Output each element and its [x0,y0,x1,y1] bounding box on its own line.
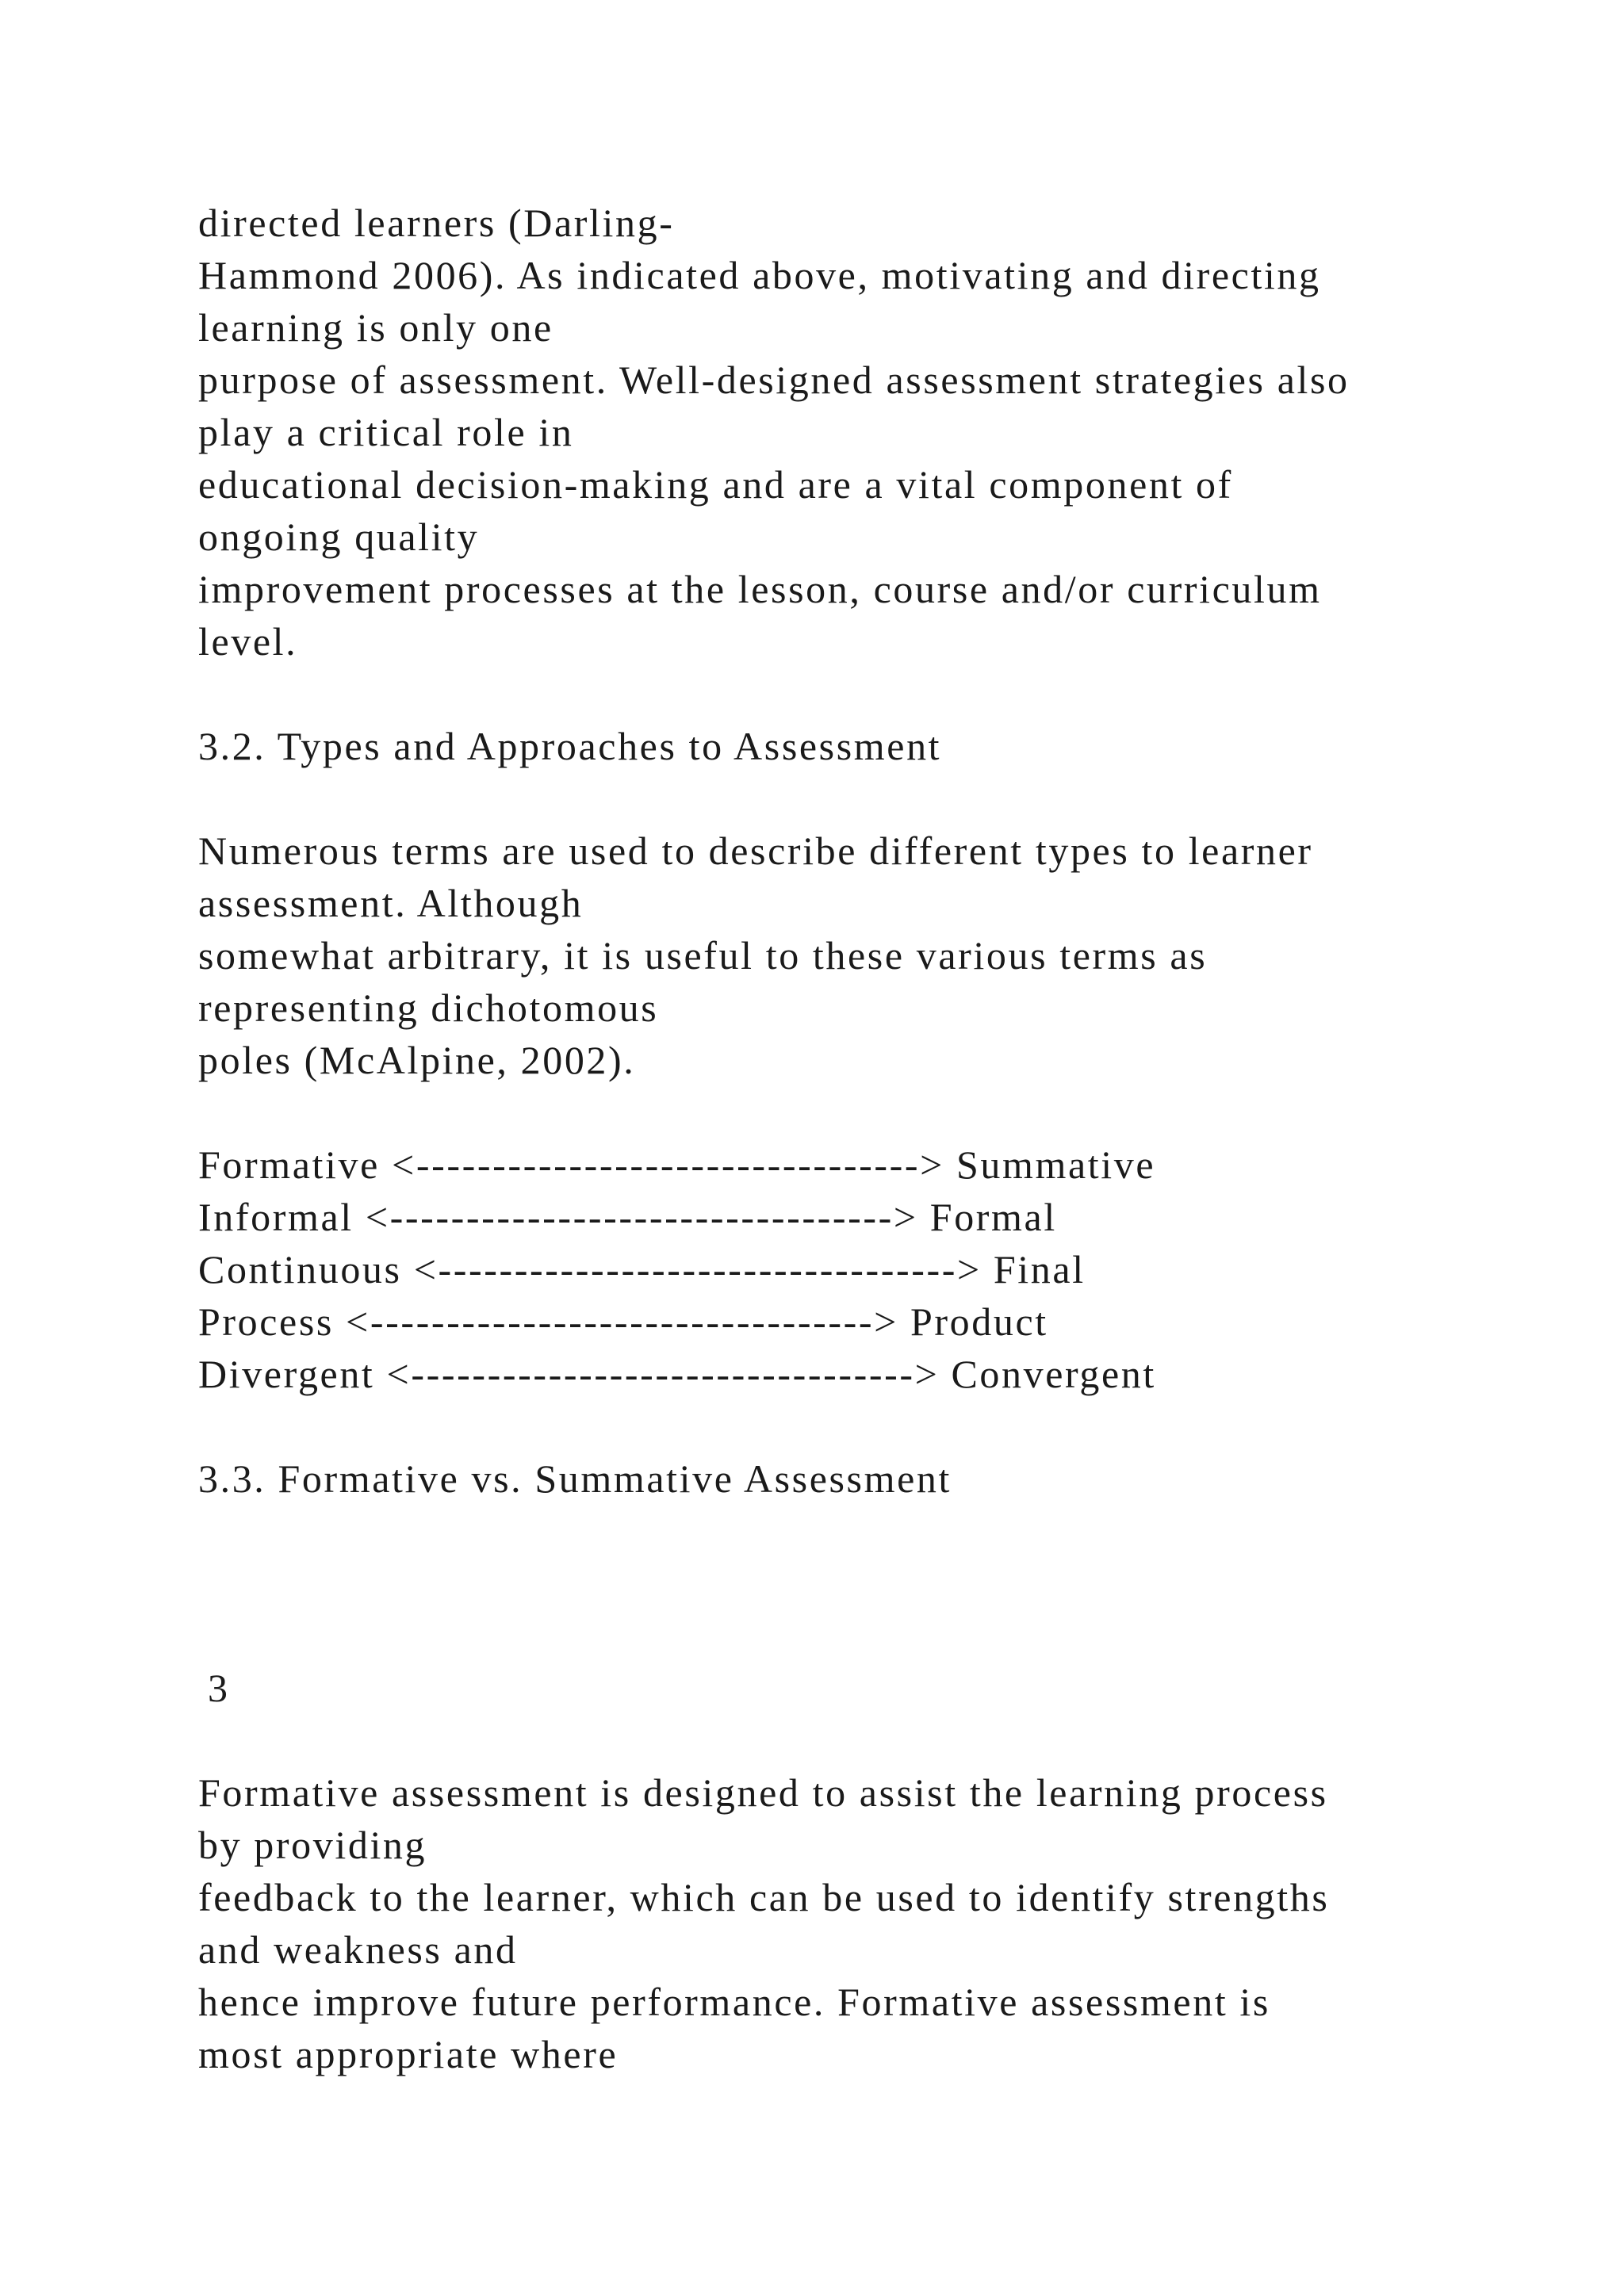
formative-line: hence improve future performance. Formative assessment is [198,1980,1270,2024]
section-3-3-heading: 3.3. Formative vs. Summative Assessment [198,1456,952,1501]
intro-line: ongoing quality [198,515,480,559]
formative-line: most appropriate where [198,2032,619,2076]
intro-line: educational decision-making and are a vital component of [198,462,1233,507]
section-3-2-line: Numerous terms are used to describe different types to learner [198,828,1313,873]
section-3-2-line: representing dichotomous [198,985,659,1030]
formative-line: Formative assessment is designed to assist the learning process [198,1770,1328,1815]
intro-line: Hammond 2006). As indicated above, motivating and directing [198,253,1321,297]
dichotomy-item: Continuous <----------------------------------> Final [198,1247,1086,1292]
dichotomy-item: Formative <---------------------------------> Summative [198,1142,1156,1187]
intro-line: learning is only one [198,305,553,350]
intro-line: purpose of assessment. Well-designed assessment strategies also [198,358,1350,402]
section-3-2-line: somewhat arbitrary, it is useful to these various terms as [198,933,1208,978]
intro-line: improvement processes at the lesson, course and/or curriculum [198,567,1322,611]
section-3-2-heading: 3.2. Types and Approaches to Assessment [198,724,942,768]
dichotomy-item: Informal <---------------------------------> Formal [198,1195,1057,1239]
formative-line: by providing [198,1823,427,1867]
section-3-2-line: poles (McAlpine, 2002). [198,1038,636,1082]
section-3-2-line: assessment. Although [198,881,584,925]
page-number: 3 [208,1666,230,1710]
formative-line: feedback to the learner, which can be used to identify strengths [198,1875,1330,1919]
dichotomy-item: Process <---------------------------------> Product [198,1299,1048,1344]
intro-line: directed learners (Darling- [198,201,675,245]
intro-line: level. [198,619,298,664]
formative-line: and weakness and [198,1927,518,1972]
dichotomy-item: Divergent <---------------------------------> Convergent [198,1352,1156,1396]
intro-line: play a critical role in [198,410,574,454]
